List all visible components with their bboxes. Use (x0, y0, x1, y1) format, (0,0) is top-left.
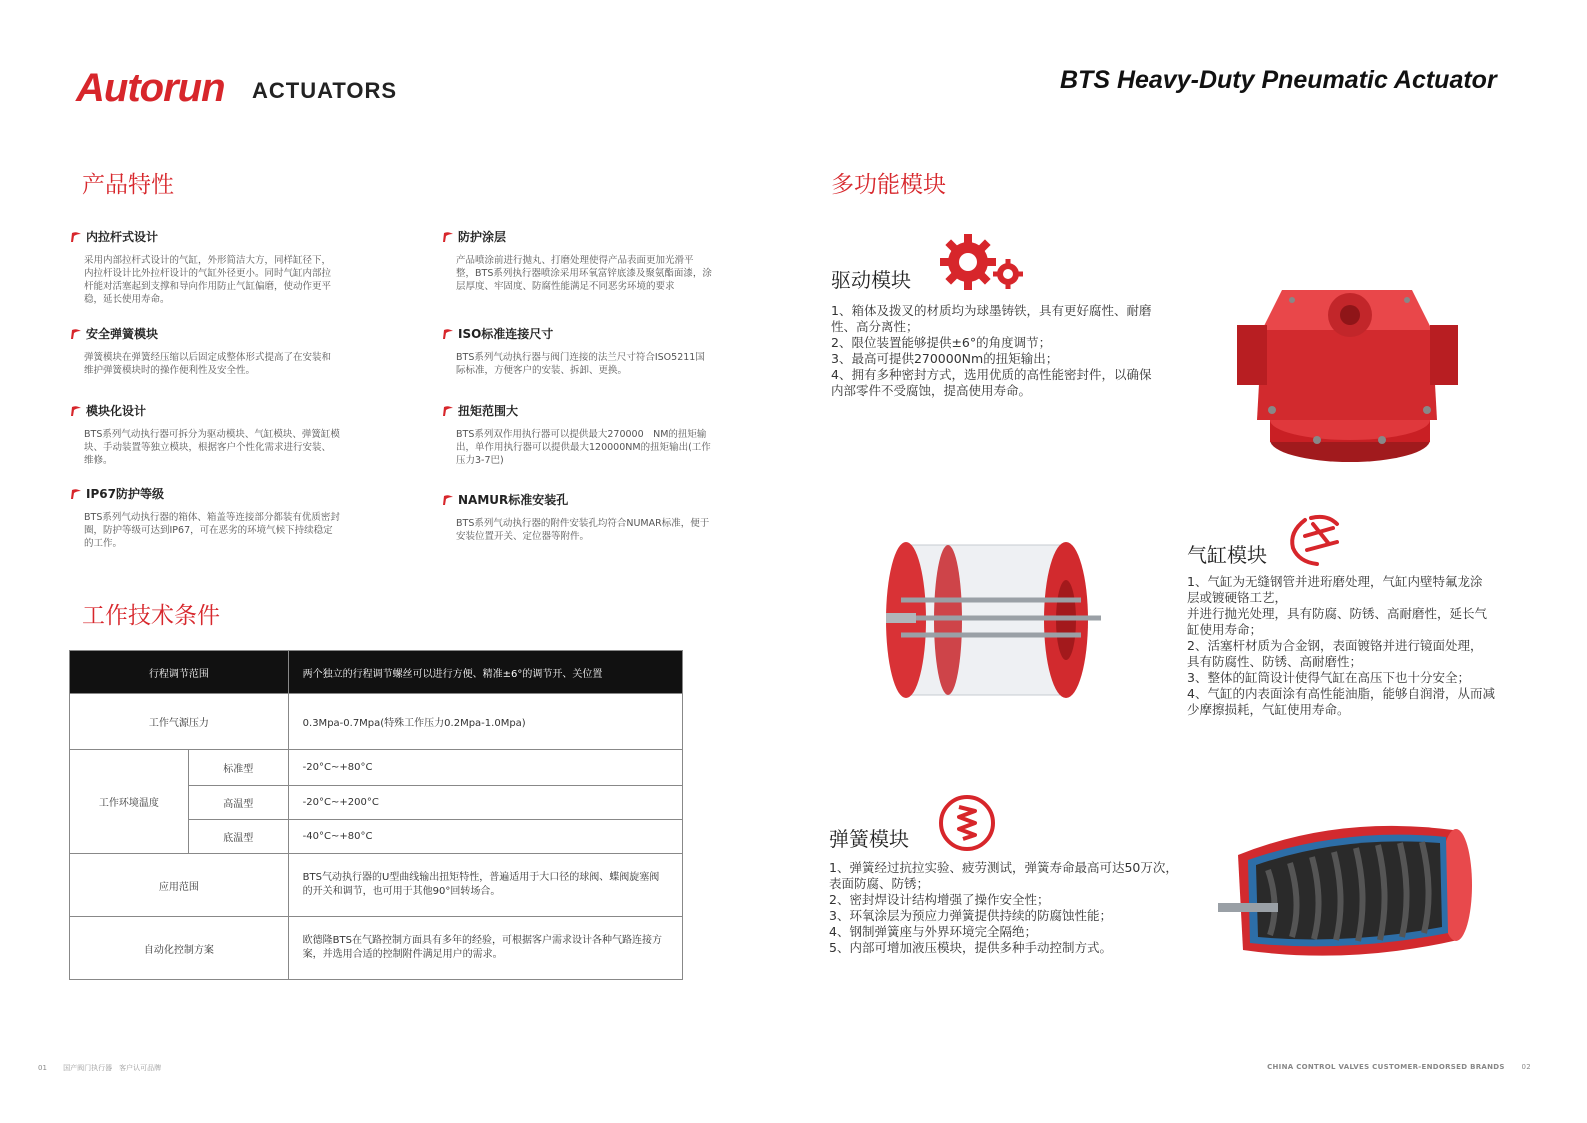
drive-module-text: 1、箱体及拨叉的材质均为球墨铸铁，具有更好腐性、耐磨 性、高分离性； 2、限位装置能够提供±6°的角度调节； 3、最高可提供270000Nm的扭矩输出； 4、拥有多种密封方式，选用优质的高性能密封件，以确保 内部零件不受腐蚀，提高使用寿命。 (831, 303, 1152, 398)
flag-icon (70, 488, 82, 500)
feature-item: 安全弹簧模块 弹簧模块在弹簧经压缩以后固定成整体形式提高了在安装和维护弹簧模块时的操作便利性及安全性。 (70, 325, 340, 377)
document-title: BTS Heavy-Duty Pneumatic Actuator (1060, 66, 1497, 94)
conditions-table (69, 650, 683, 980)
page-number: 01 (38, 1064, 47, 1072)
footer-right-text: CHINA CONTROL VALVES CUSTOMER-ENDORSED BRANDS (1267, 1063, 1505, 1071)
table-row (70, 651, 683, 694)
table-cell: 应用范围 (70, 854, 289, 917)
drive-module-image (1232, 270, 1462, 470)
table-cell: 工作气源压力 (70, 694, 289, 750)
table-row (70, 917, 683, 980)
flag-icon (442, 231, 454, 243)
footer-right (1267, 1063, 1531, 1071)
feature-text: BTS系列气动执行器的附件安装孔均符合NUMAR标准，便于安装位置开关、定位器等附件。 (456, 518, 710, 542)
page-number: 02 (1521, 1063, 1531, 1071)
table-cell: -20°C~+200°C (288, 786, 682, 820)
flag-icon (442, 494, 454, 506)
table-row (70, 854, 683, 917)
spring-module-text: 1、弹簧经过抗拉实验、疲劳测试，弹簧寿命最高可达50万次， 表面防腐、防锈； 2、密封焊设计结构增强了操作安全性； 3、环氧涂层为预应力弹簧提供持续的防腐蚀性能； 4、钢制弹簧座与外界环境完全隔绝； 5、内部可增加液压模块，提供多种手动控制方式。 (829, 860, 1178, 955)
feature-text: 采用内部拉杆式设计的气缸，外形简洁大方，同样缸径下，内拉杆设计比外拉杆设计的气缸外径更小。同时气缸内部拉杆能对活塞起到支撑和导向作用防止气缸偏磨，使动作更平稳，延长使用寿命。 (84, 255, 332, 305)
table-cell: 高温型 (188, 786, 288, 820)
features-title: 产品特性 (82, 172, 174, 198)
brand-logo: Autorun (76, 66, 225, 110)
feature-text: BTS系列气动执行器可拆分为驱动模块、气缸模块、弹簧缸模块、手动装置等独立模块，根据客户个性化需求进行安装、维修。 (84, 429, 340, 466)
table-row (70, 750, 683, 786)
table-cell: 0.3Mpa-0.7Mpa(特殊工作压力0.2Mpa-1.0Mpa) (288, 694, 682, 750)
flag-icon (70, 328, 82, 340)
feature-text: BTS系列气动执行器与阀门连接的法兰尺寸符合ISO5211国际标准，方便客户的安装、拆卸、更换。 (456, 352, 705, 376)
feature-text: 产品喷涂前进行抛丸、打磨处理使得产品表面更加光滑平整，BTS系列执行器喷涂采用环氧富锌底漆及聚氨酯面漆，涂层厚度、牢固度、防腐性能满足不同恶劣环境的要求 (456, 255, 712, 292)
feature-item: 防护涂层 产品喷涂前进行抛丸、打磨处理使得产品表面更加光滑平整，BTS系列执行器喷涂采用环氧富锌底漆及聚氨酯面漆，涂层厚度、牢固度、防腐性能满足不同恶劣环境的要求 (442, 228, 712, 293)
drive-module-title: 驱动模块 (831, 268, 911, 292)
footer-left-text: 国产阀门执行器 客户认可品牌 (63, 1064, 162, 1072)
spring-module-image (1218, 815, 1476, 963)
gears-icon (938, 234, 1026, 292)
table-cell: BTS气动执行器的U型曲线输出扭矩特性，普遍适用于大口径的球阀、蝶阀旋塞阀的开关和调节，也可用于其他90°回转场合。 (288, 854, 682, 917)
table-cell: -40°C~+80°C (288, 820, 682, 854)
table-cell: -20°C~+80°C (288, 750, 682, 786)
spring-module-title: 弹簧模块 (829, 827, 909, 851)
cylinder-module-text: 1、气缸为无缝钢管并进珩磨处理，气缸内壁特氟龙涂 层或镀硬铬工艺， 并进行抛光处理，具有防腐、防锈、高耐磨性，延长气 缸使用寿命； 2、活塞杆材质为合金钢，表面镀铬并进行镜面处理， 具有防腐性、防锈、高耐磨性； 3、整体的缸筒设计使得气缸在高压下也十分安全； 4、气缸的内表面涂有高性能油脂，能够自润滑，从而减 少摩擦损耗，气缸使用寿命。 (1187, 574, 1495, 717)
feature-item: 扭矩范围大 BTS系列双作用执行器可以提供最大270000 NM的扭矩输出，单作用执行器可以提供最大120000NM的扭矩输出(工作压力3-7巴) (442, 402, 712, 467)
feature-item: 模块化设计 BTS系列气动执行器可拆分为驱动模块、气缸模块、弹簧缸模块、手动装置等独立模块，根据客户个性化需求进行安装、维修。 (70, 402, 340, 467)
feature-item: NAMUR标准安装孔 BTS系列气动执行器的附件安装孔均符合NUMAR标准，便于安装位置开关、定位器等附件。 (442, 491, 712, 543)
feature-item: ISO标准连接尺寸 BTS系列气动执行器与阀门连接的法兰尺寸符合ISO5211国际标准，方便客户的安装、拆卸、更换。 (442, 325, 712, 377)
feature-text: BTS系列双作用执行器可以提供最大270000 NM的扭矩输出，单作用执行器可以提供最大120000NM的扭矩输出(工作压力3-7巴) (456, 429, 711, 466)
feature-item: 内拉杆式设计 采用内部拉杆式设计的气缸，外形简洁大方，同样缸径下，内拉杆设计比外拉杆设计的气缸外径更小。同时气缸内部拉杆能对活塞起到支撑和导向作用防止气缸偏磨，使动作更平稳，延长使用寿命。 (70, 228, 340, 306)
table-cell: 两个独立的行程调节螺丝可以进行方便、精准±6°的调节开、关位置 (288, 651, 682, 694)
flag-icon (70, 405, 82, 417)
table-cell: 自动化控制方案 (70, 917, 289, 980)
table-cell: 行程调节范围 (70, 651, 289, 694)
cylinder-module-title: 气缸模块 (1187, 543, 1267, 567)
flag-icon (442, 405, 454, 417)
flag-icon (70, 231, 82, 243)
footer-left (38, 1063, 161, 1073)
table-cell: 欧德隆BTS在气路控制方面具有多年的经验，可根据客户需求设计各种气路连接方案，并选用合适的控制附件满足用户的需求。 (288, 917, 682, 980)
table-cell: 底温型 (188, 820, 288, 854)
feature-text: 弹簧模块在弹簧经压缩以后固定成整体形式提高了在安装和维护弹簧模块时的操作便利性及安全性。 (84, 352, 332, 376)
cylinder-icon (1283, 510, 1351, 568)
modules-title: 多功能模块 (831, 172, 946, 198)
cylinder-module-image (876, 525, 1101, 715)
feature-text: BTS系列气动执行器的箱体、箱盖等连接部分都装有优质密封圈，防护等级可达到IP67，可在恶劣的环境气候下持续稳定的工作。 (84, 512, 340, 549)
spring-icon (937, 793, 997, 853)
flag-icon (442, 328, 454, 340)
table-row (70, 694, 683, 750)
brand-subtitle: ACTUATORS (252, 78, 398, 103)
feature-item: IP67防护等级 BTS系列气动执行器的箱体、箱盖等连接部分都装有优质密封圈，防护等级可达到IP67，可在恶劣的环境气候下持续稳定的工作。 (70, 485, 340, 550)
table-cell: 标准型 (188, 750, 288, 786)
table-cell: 工作环境温度 (70, 750, 189, 854)
conditions-title: 工作技术条件 (82, 603, 220, 629)
